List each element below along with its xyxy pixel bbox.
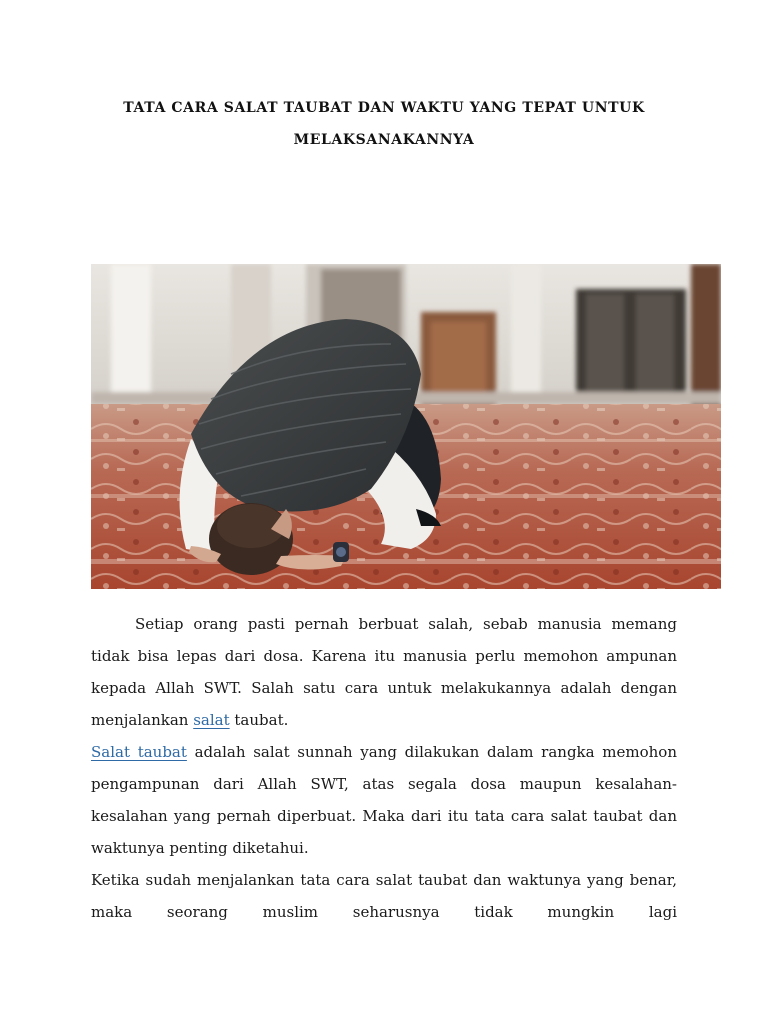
title-line-2: MELAKSANAKANNYA — [293, 132, 475, 148]
paragraph-1 — [91, 608, 677, 736]
prayer-photo — [91, 264, 721, 589]
paragraph-2 — [91, 736, 677, 864]
paragraph-1-text-before: Setiap orang pasti pernah berbuat salah, sebab manusia memang tidak bisa lepas dari dosa. Karena itu manusia perlu memohon ampunan kepada Allah SWT. Salah satu cara untuk melakukannya adalah dengan menjalankan — [91, 615, 677, 729]
paragraph-3-text: Ketika sudah menjalankan tata cara salat taubat dan waktunya yang benar, maka seorang muslim seharusnya tidak mungkin lagi — [91, 871, 677, 921]
title-line-1: TATA CARA SALAT TAUBAT DAN WAKTU YANG TEPAT UNTUK — [123, 100, 645, 116]
article-body — [91, 608, 677, 928]
paragraph-1-text-after: taubat. — [229, 711, 289, 729]
man-prostrating-illustration — [91, 264, 721, 589]
paragraph-2-text: adalah salat sunnah yang dilakukan dalam rangka memohon pengampunan dari Allah SWT, atas segala dosa maupun kesalahan-kesalahan yang pernah diperbuat. Maka dari itu tata cara salat taubat dan waktunya penting diketahui. — [91, 743, 677, 857]
document-title — [60, 92, 708, 156]
salat-taubat-link[interactable]: Salat taubat — [91, 743, 187, 761]
salat-link[interactable]: salat — [193, 711, 230, 729]
paragraph-3 — [91, 864, 677, 928]
